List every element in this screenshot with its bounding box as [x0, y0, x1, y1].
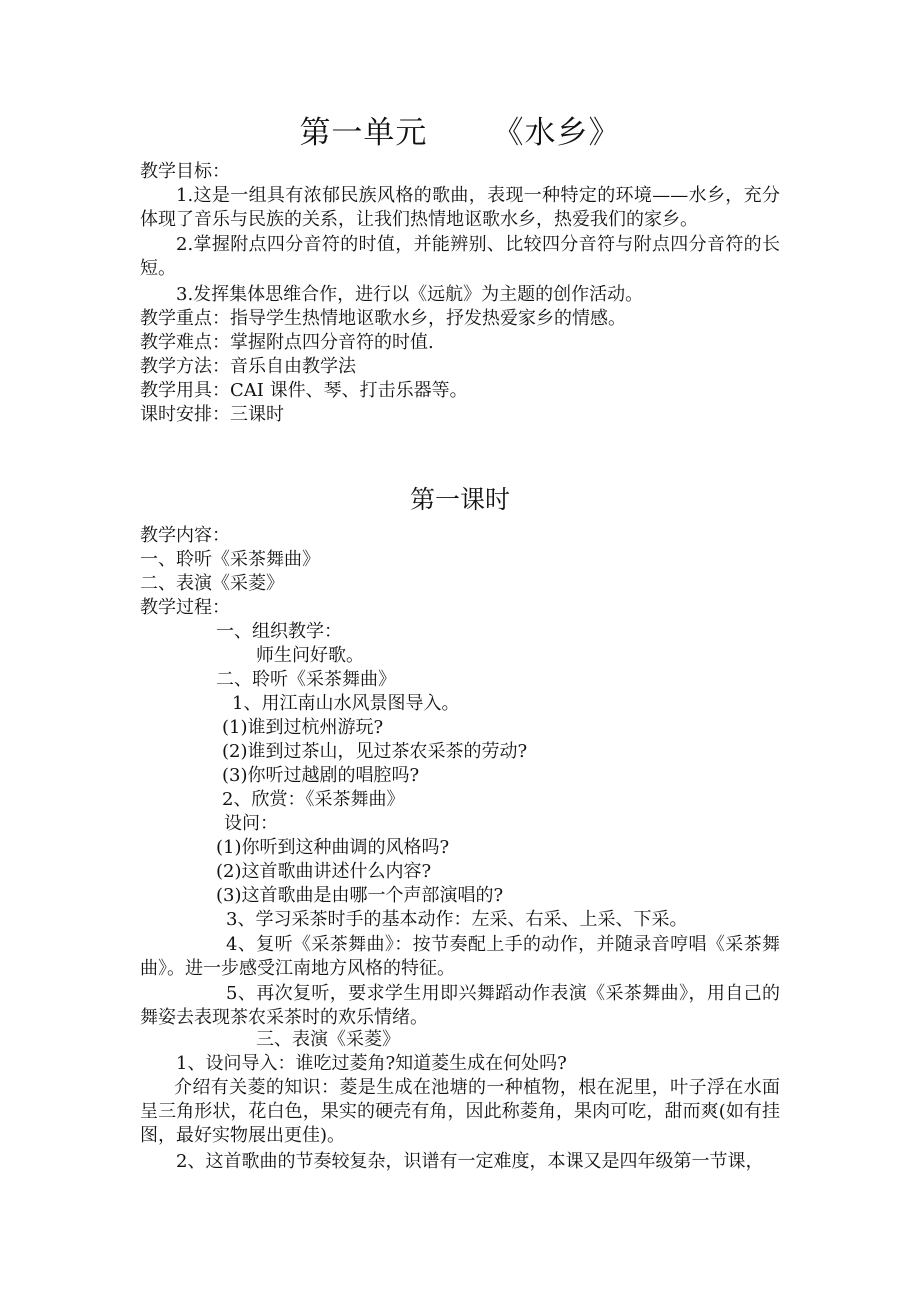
section-3-step-2: 2、这首歌曲的节奏较复杂，识谱有一定难度，本课又是四年级第一节课，	[176, 1151, 764, 1172]
objective-item-3: 3.发挥集体思维合作，进行以《远航》为主题的创作活动。	[176, 284, 644, 305]
section-2-heading: 二、聆听《采茶舞曲》	[216, 669, 396, 690]
objective-item-1: 1.这是一组具有浓郁民族风格的歌曲，表现一种特定的环境——水乡，充分体现了音乐与民族的关系，让我们热情地讴歌水乡，热爱我们的家乡。	[140, 185, 780, 230]
content-label: 教学内容：	[140, 525, 230, 546]
difficulties: 教学难点：掌握附点四分音符的时值.	[140, 332, 434, 353]
step-1: 1、用江南山水风景图导入。	[232, 693, 460, 714]
step-2-question-1: (1)你听到这种曲调的风格吗?	[216, 837, 450, 858]
tools: 教学用具：CAI 课件、琴、打击乐器等。	[140, 380, 468, 401]
objectives-label: 教学目标：	[140, 161, 230, 182]
section-3-heading: 三、表演《采菱》	[256, 1029, 400, 1050]
step-3: 3、学习采茶时手的基本动作：左采、右采、上采、下采。	[226, 909, 688, 930]
step-5: 5、再次复听，要求学生用即兴舞蹈动作表演《采茶舞曲》，用自己的舞姿去表现茶农采茶时的欢乐情绪。	[140, 983, 780, 1028]
step-2-question-2: (2)这首歌曲讲述什么内容?	[216, 861, 432, 882]
unit-title: 第一单元 《水乡》	[299, 115, 621, 151]
ask-label: 设问：	[224, 813, 278, 834]
step-1-question-3: (3)你听过越剧的唱腔吗?	[222, 765, 420, 786]
section-3-step-1: 1、设问导入：谁吃过菱角?知道菱生成在何处吗?	[176, 1053, 567, 1074]
step-1-question-2: (2)谁到过茶山，见过茶农采茶的劳动?	[222, 741, 528, 762]
objective-item-2: 2.掌握附点四分音符的时值，并能辨别、比较四分音符与附点四分音符的长短。	[140, 234, 780, 279]
section-1-heading: 一、组织教学：	[216, 621, 342, 642]
step-4: 4、复听《采茶舞曲》：按节奏配上手的动作，并随录音哼唱《采茶舞曲》。进一步感受江南地方风格的特征。	[140, 934, 780, 979]
step-1-question-1: (1)谁到过杭州游玩?	[222, 717, 384, 738]
methods: 教学方法：音乐自由教学法	[140, 356, 356, 377]
content-item-2: 二、表演《采菱》	[140, 573, 284, 594]
content-item-1: 一、聆听《采茶舞曲》	[140, 549, 320, 570]
section-1-detail: 师生问好歌。	[256, 645, 364, 666]
step-2: 2、欣赏：《采茶舞曲》	[222, 789, 405, 810]
key-points: 教学重点：指导学生热情地讴歌水乡，抒发热爱家乡的情感。	[140, 308, 626, 329]
step-2-question-3: (3)这首歌曲是由哪一个声部演唱的?	[216, 885, 504, 906]
section-3-intro: 介绍有关菱的知识：菱是生成在池塘的一种植物，根在泥里，叶子浮在水面呈三角形状，花白色，果实的硬壳有角，因此称菱角，果肉可吃，甜而爽(如有挂图，最好实物展出更佳)。	[140, 1077, 780, 1146]
lesson-title: 第一课时	[409, 485, 510, 514]
process-label: 教学过程：	[140, 597, 230, 618]
schedule: 课时安排：三课时	[140, 404, 284, 425]
